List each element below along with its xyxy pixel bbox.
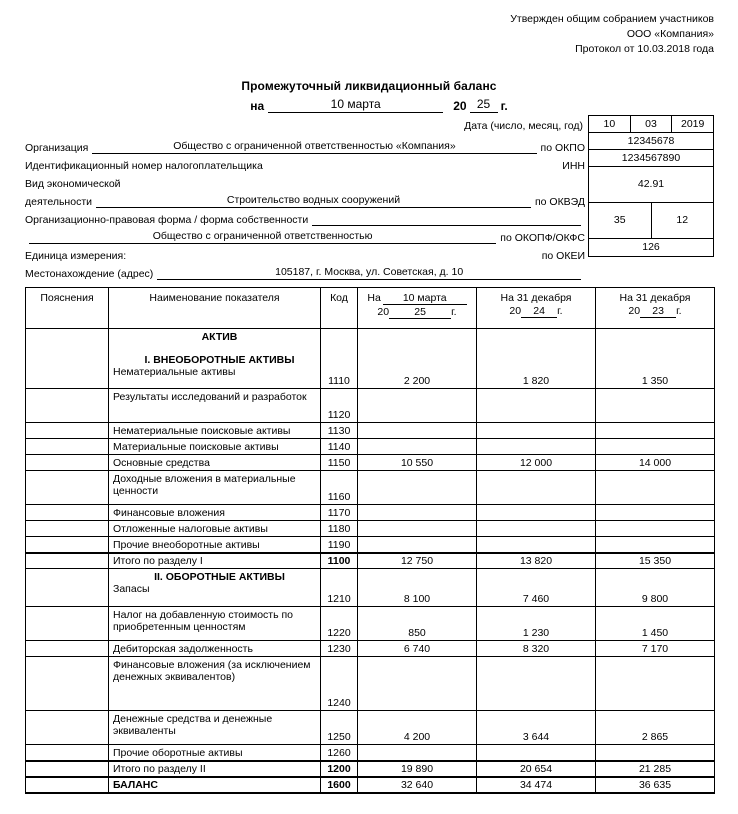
- activity-label-line2: деятельности: [25, 196, 92, 208]
- header-period-2-prefix: На 31 декабря: [500, 292, 572, 304]
- cell-value-period-2[interactable]: [477, 389, 596, 423]
- cell-value-period-1[interactable]: 2 200: [358, 329, 477, 389]
- cell-value-period-3[interactable]: [596, 471, 715, 505]
- table-row: [26, 745, 715, 761]
- cell-code: 1190: [321, 537, 358, 553]
- code-inn[interactable]: 1234567890: [621, 152, 681, 164]
- balance-table: [25, 287, 715, 794]
- document-date-line: [0, 97, 738, 113]
- indicator-label: Денежные средства и денежные эквиваленты: [113, 713, 273, 737]
- indicator-label: Нематериальные активы: [113, 366, 236, 378]
- cell-value-period-2[interactable]: 12 000: [477, 455, 596, 471]
- table-row: [26, 641, 715, 657]
- cell-code: 1140: [321, 439, 358, 455]
- cell-code: 1200: [321, 761, 358, 777]
- header-period-1-year-prefix: 20: [377, 306, 390, 318]
- header-period-1-prefix: На: [367, 292, 381, 304]
- page-title: Промежуточный ликвидационный баланс: [241, 79, 497, 93]
- cell-value-period-2[interactable]: 34 474: [477, 777, 596, 793]
- okei-label: по ОКЕИ: [541, 250, 585, 262]
- cell-value-period-1[interactable]: 19 890: [358, 761, 477, 777]
- cell-value-period-1[interactable]: [358, 537, 477, 553]
- cell-code: 1160: [321, 471, 358, 505]
- date-caption: Дата (число, месяц, год): [464, 120, 583, 132]
- date-day-month-field[interactable]: 10 марта: [268, 97, 443, 113]
- cell-indicator-name: [109, 389, 321, 423]
- cell-value-period-3[interactable]: 2 865: [596, 711, 715, 745]
- balance-table-body: [26, 329, 715, 793]
- cell-value-period-1[interactable]: 12 750: [358, 553, 477, 569]
- indicator-label: Результаты исследований и разработок: [113, 391, 307, 403]
- cell-indicator-name: [109, 711, 321, 745]
- cell-indicator-name: [109, 471, 321, 505]
- cell-value-period-2[interactable]: [477, 505, 596, 521]
- cell-indicator-name: [109, 607, 321, 641]
- cell-explanations[interactable]: [26, 761, 109, 777]
- code-okopf[interactable]: 35: [589, 203, 652, 238]
- form-row-organization: [25, 136, 585, 154]
- code-date-month[interactable]: 03: [631, 116, 673, 132]
- cell-explanations[interactable]: [26, 553, 109, 569]
- cell-value-period-1[interactable]: [358, 471, 477, 505]
- cell-value-period-2[interactable]: [477, 537, 596, 553]
- cell-value-period-1[interactable]: [358, 439, 477, 455]
- inn-label: Идентификационный номер налогоплательщика: [25, 160, 263, 172]
- cell-value-period-1[interactable]: 4 200: [358, 711, 477, 745]
- cell-value-period-2[interactable]: 3 644: [477, 711, 596, 745]
- indicator-label: Дебиторская задолженность: [113, 643, 253, 655]
- section-heading-1: I. ВНЕОБОРОТНЫЕ АКТИВЫ: [144, 354, 295, 366]
- code-date-year[interactable]: 2019: [681, 118, 705, 130]
- indicator-label: Прочие оборотные активы: [113, 746, 243, 759]
- cell-explanations[interactable]: [26, 537, 109, 553]
- header-period-1-year-suffix: г.: [451, 306, 457, 318]
- table-row: [26, 553, 715, 569]
- code-okfs[interactable]: 12: [676, 214, 689, 226]
- cell-explanations[interactable]: [26, 505, 109, 521]
- header-period-1-date: 10 марта: [383, 292, 467, 305]
- cell-explanations[interactable]: [26, 745, 109, 761]
- unit-label: Единица измерения:: [25, 250, 127, 262]
- balance-table-head: [26, 288, 715, 329]
- indicator-label: Прочие внеоборотные активы: [113, 538, 260, 551]
- form-row-legalform-label: [25, 208, 585, 226]
- cell-value-period-3[interactable]: 1 350: [596, 329, 715, 389]
- cell-indicator-name: [109, 745, 321, 761]
- code-okved[interactable]: 42.91: [637, 178, 665, 190]
- table-row: [26, 455, 715, 471]
- cell-value-period-1[interactable]: 8 100: [358, 569, 477, 607]
- cell-value-period-3[interactable]: 7 170: [596, 641, 715, 657]
- code-okei[interactable]: 126: [642, 241, 660, 253]
- section-heading-asset: АКТИВ: [201, 331, 238, 343]
- legalform-spacer-line: [312, 225, 581, 226]
- cell-code: 1250: [321, 711, 358, 745]
- cell-explanations[interactable]: [26, 423, 109, 439]
- cell-indicator-name: [109, 641, 321, 657]
- cell-code: 1230: [321, 641, 358, 657]
- cell-code: 1170: [321, 505, 358, 521]
- okopf-okfs-label: по ОКОПФ/ОКФС: [500, 232, 585, 244]
- cell-value-period-1[interactable]: [358, 745, 477, 761]
- okpo-label: по ОКПО: [540, 142, 585, 154]
- cell-code: 1100: [321, 553, 358, 569]
- date-code-row: [589, 116, 713, 133]
- header-period-3: [596, 288, 715, 329]
- cell-value-period-2[interactable]: [477, 745, 596, 761]
- table-row: [26, 389, 715, 423]
- cell-value-period-3[interactable]: [596, 423, 715, 439]
- cell-explanations[interactable]: [26, 439, 109, 455]
- code-date-day[interactable]: 10: [589, 116, 631, 132]
- cell-value-period-1[interactable]: [358, 505, 477, 521]
- cell-explanations[interactable]: [26, 455, 109, 471]
- table-header-row: [26, 288, 715, 329]
- header-period-1-year: 25: [389, 306, 451, 319]
- cell-indicator-name: [109, 761, 321, 777]
- cell-explanations[interactable]: [26, 329, 109, 389]
- indicator-label: Доходные вложения в материальные ценности: [113, 473, 296, 497]
- organization-form: [25, 136, 585, 280]
- header-code: Код: [321, 288, 358, 329]
- date-code-box: [588, 115, 714, 257]
- cell-code: 1120: [321, 389, 358, 423]
- table-row: [26, 569, 715, 607]
- table-row: [26, 423, 715, 439]
- header-period-3-year-line: [600, 305, 710, 318]
- header-name: Наименование показателя: [109, 288, 321, 329]
- table-row: [26, 711, 715, 745]
- cell-value-period-1[interactable]: 32 640: [358, 777, 477, 793]
- section-heading-2: II. ОБОРОТНЫЕ АКТИВЫ: [154, 571, 285, 583]
- form-row-activity-label: [25, 172, 585, 190]
- cell-code: 1240: [321, 657, 358, 711]
- cell-explanations[interactable]: [26, 641, 109, 657]
- cell-value-period-1[interactable]: 10 550: [358, 455, 477, 471]
- inn-code-row: [589, 150, 713, 167]
- cell-value-period-3[interactable]: 36 635: [596, 777, 715, 793]
- cell-code: 1150: [321, 455, 358, 471]
- year-suffix-label: г.: [500, 99, 508, 113]
- okopf-okfs-code-row: [589, 203, 713, 239]
- header-period-3-year-prefix: 20: [628, 305, 641, 317]
- cell-value-period-2[interactable]: [477, 521, 596, 537]
- section-gap: [113, 343, 316, 354]
- cell-value-period-3[interactable]: 21 285: [596, 761, 715, 777]
- table-row: [26, 537, 715, 553]
- cell-value-period-1[interactable]: [358, 423, 477, 439]
- approval-line-2: ООО «Компания»: [626, 28, 714, 40]
- header-period-2-year: 24: [521, 305, 557, 318]
- approval-line-3: Протокол от 10.03.2018 года: [575, 43, 714, 55]
- cell-value-period-3[interactable]: 1 450: [596, 607, 715, 641]
- cell-value-period-3[interactable]: [596, 657, 715, 711]
- activity-label-line1: Вид экономической: [25, 178, 121, 190]
- header-period-1: [358, 288, 477, 329]
- table-row: [26, 505, 715, 521]
- cell-value-period-2[interactable]: [477, 439, 596, 455]
- cell-value-period-2[interactable]: 8 320: [477, 641, 596, 657]
- cell-code: 1130: [321, 423, 358, 439]
- approval-line-1: Утвержден общим собранием участников: [510, 13, 714, 25]
- cell-value-period-2[interactable]: 13 820: [477, 553, 596, 569]
- address-value[interactable]: 105187, г. Москва, ул. Советская, д. 10: [157, 266, 581, 280]
- indicator-label: Запасы: [113, 583, 150, 595]
- organization-label: Организация: [25, 142, 89, 154]
- cell-value-period-2[interactable]: 1 820: [477, 329, 596, 389]
- header-period-2-year-suffix: г.: [557, 305, 563, 317]
- cell-value-period-2[interactable]: 1 230: [477, 607, 596, 641]
- cell-value-period-3[interactable]: [596, 505, 715, 521]
- table-row: [26, 439, 715, 455]
- form-row-inn: [25, 154, 585, 172]
- indicator-label: Материальные поисковые активы: [113, 441, 279, 453]
- cell-explanations[interactable]: [26, 521, 109, 537]
- cell-value-period-1[interactable]: [358, 657, 477, 711]
- indicator-label: Нематериальные поисковые активы: [113, 425, 291, 437]
- cell-code: 1260: [321, 745, 358, 761]
- cell-indicator-name: [109, 521, 321, 537]
- indicator-label: Итого по разделу II: [113, 762, 206, 775]
- date-prefix-label: на: [250, 99, 265, 113]
- table-row: [26, 329, 715, 389]
- table-row: [26, 761, 715, 777]
- header-period-3-year-suffix: г.: [676, 305, 682, 317]
- table-row: [26, 521, 715, 537]
- activity-value[interactable]: Строительство водных сооружений: [96, 194, 531, 208]
- form-row-activity: [25, 190, 585, 208]
- cell-value-period-3[interactable]: [596, 389, 715, 423]
- cell-value-period-1[interactable]: 6 740: [358, 641, 477, 657]
- cell-value-period-3[interactable]: [596, 521, 715, 537]
- table-row: [26, 777, 715, 793]
- form-row-address: [25, 262, 585, 280]
- header-period-3-prefix: На 31 декабря: [619, 292, 691, 304]
- cell-indicator-name: [109, 657, 321, 711]
- header-period-3-year: 23: [640, 305, 676, 318]
- header-period-2-year-line: [481, 305, 591, 318]
- cell-value-period-3[interactable]: [596, 537, 715, 553]
- legalform-label: Организационно-правовая форма / форма собственности: [25, 214, 309, 226]
- cell-explanations[interactable]: [26, 471, 109, 505]
- cell-value-period-1[interactable]: [358, 389, 477, 423]
- header-explanations: Пояснения: [26, 288, 109, 329]
- cell-value-period-2[interactable]: 7 460: [477, 569, 596, 607]
- cell-code: 1110: [321, 329, 358, 389]
- cell-explanations[interactable]: [26, 607, 109, 641]
- cell-value-period-3[interactable]: 14 000: [596, 455, 715, 471]
- cell-value-period-3[interactable]: 9 800: [596, 569, 715, 607]
- cell-value-period-3[interactable]: 15 350: [596, 553, 715, 569]
- address-label: Местонахождение (адрес): [25, 268, 154, 280]
- table-row: [26, 471, 715, 505]
- table-row: [26, 607, 715, 641]
- indicator-label: Налог на добавленную стоимость по приобретенным ценностям: [113, 609, 294, 633]
- form-row-legalform: [25, 226, 585, 244]
- year-prefix-label: 20: [453, 99, 467, 113]
- indicator-label: Основные средства: [113, 457, 210, 469]
- indicator-label: Финансовые вложения (за исключением денежных эквивалентов): [113, 659, 311, 683]
- cell-indicator-name: [109, 553, 321, 569]
- approval-block: [510, 12, 714, 57]
- okved-code-row: [589, 167, 713, 203]
- cell-value-period-1[interactable]: 850: [358, 607, 477, 641]
- cell-explanations[interactable]: [26, 569, 109, 607]
- indicator-label: Отложенные налоговые активы: [113, 523, 268, 535]
- header-period-2-year-prefix: 20: [509, 305, 522, 317]
- header-period-2: [477, 288, 596, 329]
- okei-code-row: [589, 239, 713, 256]
- cell-indicator-name: [109, 423, 321, 439]
- organization-value[interactable]: Общество с ограниченной ответственностью «Компания»: [92, 140, 536, 154]
- cell-code: 1210: [321, 569, 358, 607]
- cell-indicator-name: [109, 537, 321, 553]
- cell-indicator-name: [109, 777, 321, 793]
- cell-indicator-name: [109, 455, 321, 471]
- indicator-label: БАЛАНС: [113, 778, 158, 791]
- cell-explanations[interactable]: [26, 711, 109, 745]
- cell-value-period-2[interactable]: [477, 657, 596, 711]
- indicator-label: Итого по разделу I: [113, 555, 203, 567]
- cell-indicator-name: [109, 439, 321, 455]
- inn-code-label: ИНН: [562, 160, 585, 172]
- table-row: [26, 657, 715, 711]
- code-okpo[interactable]: 12345678: [627, 135, 675, 147]
- legalform-value[interactable]: Общество с ограниченной ответственностью: [29, 230, 496, 244]
- indicator-label: Финансовые вложения: [113, 507, 225, 519]
- cell-code: 1600: [321, 777, 358, 793]
- title-block: [0, 79, 738, 113]
- cell-value-period-2[interactable]: [477, 423, 596, 439]
- cell-value-period-2[interactable]: 20 654: [477, 761, 596, 777]
- cell-explanations[interactable]: [26, 389, 109, 423]
- cell-value-period-2[interactable]: [477, 471, 596, 505]
- cell-explanations[interactable]: [26, 657, 109, 711]
- cell-value-period-3[interactable]: [596, 439, 715, 455]
- cell-value-period-1[interactable]: [358, 521, 477, 537]
- okpo-code-row: [589, 133, 713, 150]
- form-row-unit: [25, 244, 585, 262]
- cell-explanations[interactable]: [26, 777, 109, 793]
- cell-value-period-3[interactable]: [596, 745, 715, 761]
- cell-indicator-name: [109, 505, 321, 521]
- okved-label: по ОКВЭД: [534, 196, 585, 208]
- header-period-1-year-line: [362, 306, 472, 319]
- cell-indicator-name: [109, 569, 321, 607]
- cell-indicator-name: [109, 329, 321, 389]
- cell-code: 1220: [321, 607, 358, 641]
- year-field[interactable]: 25: [470, 97, 498, 113]
- cell-code: 1180: [321, 521, 358, 537]
